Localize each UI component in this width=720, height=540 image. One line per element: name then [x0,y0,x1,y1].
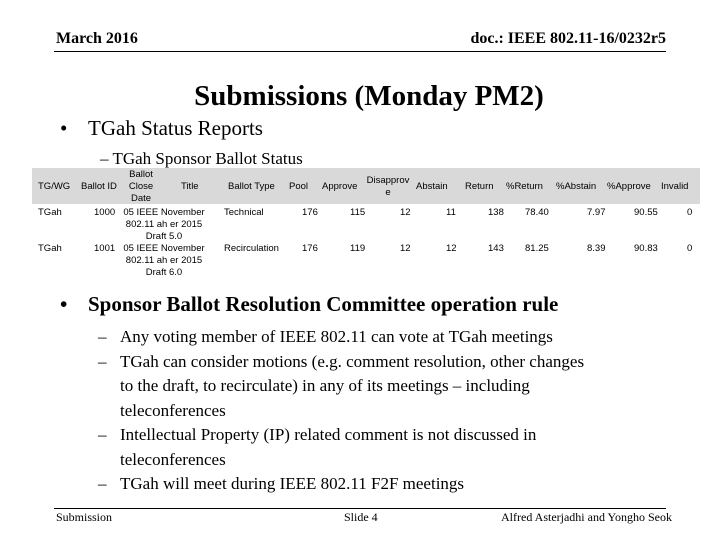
header-doc-id: doc.: IEEE 802.11-16/0232r5 [470,30,666,47]
table-cell: 0 [687,207,693,218]
col-header-invalid: Invalid [661,181,689,192]
list-item-text: Any voting member of IEEE 802.11 can vote at TGah meetings [120,327,553,346]
col-header-return: Return [465,181,494,192]
col-header-ballot-id: Ballot ID [81,181,117,192]
col-header-disapprove: Disapprove [366,175,410,198]
list-item-text: TGah can consider motions (e.g. comment resolution, other changes to the draft, to recirculate) in any of its meetings – including teleconferences [120,351,585,420]
bullet-resolution-committee-rule [60,292,558,317]
table-cell: 7.97 [587,207,606,218]
dash-marker: – [98,425,107,444]
table-cell: 115 [350,207,366,218]
dash-marker: – [98,351,107,371]
rule-list [98,325,658,497]
col-header-abstain: Abstain [416,181,448,192]
col-header-pct-return: %Return [506,181,543,192]
footer-submission: Submission [56,510,113,524]
table-cell: TGah [38,207,62,218]
header-rule [54,51,666,52]
table-cell: 90.55 [634,207,658,218]
table-cell: 0 [687,243,693,254]
table-cell: 176 [302,243,318,254]
bullet-marker: • [60,116,68,140]
col-header-approve: Approve [322,181,358,192]
list-item [98,472,658,497]
bullet-marker: • [60,292,68,316]
bullet-text: TGah Status Reports [88,116,263,140]
dash-marker: – [98,474,107,493]
footer-authors: Alfred Asterjadhi and Yongho Seok [501,510,672,524]
col-header-title: Title [181,181,199,192]
table-cell: 143 [488,243,504,254]
table-cell: 8.39 [587,243,606,254]
bullet-text: Sponsor Ballot Resolution Committee operation rule [88,292,559,316]
table-cell: 119 [350,243,366,254]
table-cell: 90.83 [634,243,658,254]
table-cell: 1000 [94,207,116,218]
table-cell: 12 [400,243,411,254]
list-item-text: TGah will meet during IEEE 802.11 F2F meetings [120,474,465,493]
table-cell: Recirculation [224,243,279,254]
table-cell: TGah [38,243,62,254]
table-cell: Technical [224,207,264,218]
footer-slide-number: Slide 4 [344,510,378,524]
ballot-table [32,168,700,284]
table-cell: 12 [400,207,411,218]
col-header-tgwg: TG/WG [38,181,71,192]
list-item-text: Intellectual Property (IP) related comment is not discussed in teleconferences [120,425,537,469]
col-header-ballot-type: Ballot Type [228,181,275,192]
table-cell-title: 05 IEEE November 802.11 ah er 2015 Draft 6.0 [123,243,205,278]
header-date: March 2016 [56,30,138,47]
sub-bullet-sponsor-ballot-status: – TGah Sponsor Ballot Status [100,149,303,168]
col-header-close-date: Ballot Close Date [128,169,154,204]
col-header-pool: Pool [289,181,309,192]
table-cell: 11 [446,207,456,218]
table-cell: 1001 [94,243,116,254]
dash-marker: – [98,327,107,346]
bullet-status-reports [60,116,263,141]
slide-title: Submissions (Monday PM2) [194,80,544,112]
list-item [98,325,658,350]
table-cell: 81.25 [525,243,549,254]
table-cell: 78.40 [525,207,549,218]
table-cell-title: 05 IEEE November 802.11 ah er 2015 Draft 5.0 [123,207,205,242]
list-item [98,350,658,424]
footer-rule [54,508,666,509]
col-header-pct-abstain: %Abstain [556,181,597,192]
col-header-pct-approve: %Approve [607,181,651,192]
table-cell: 138 [488,207,504,218]
table-cell: 176 [302,207,318,218]
table-cell: 12 [446,243,457,254]
list-item [98,423,658,472]
